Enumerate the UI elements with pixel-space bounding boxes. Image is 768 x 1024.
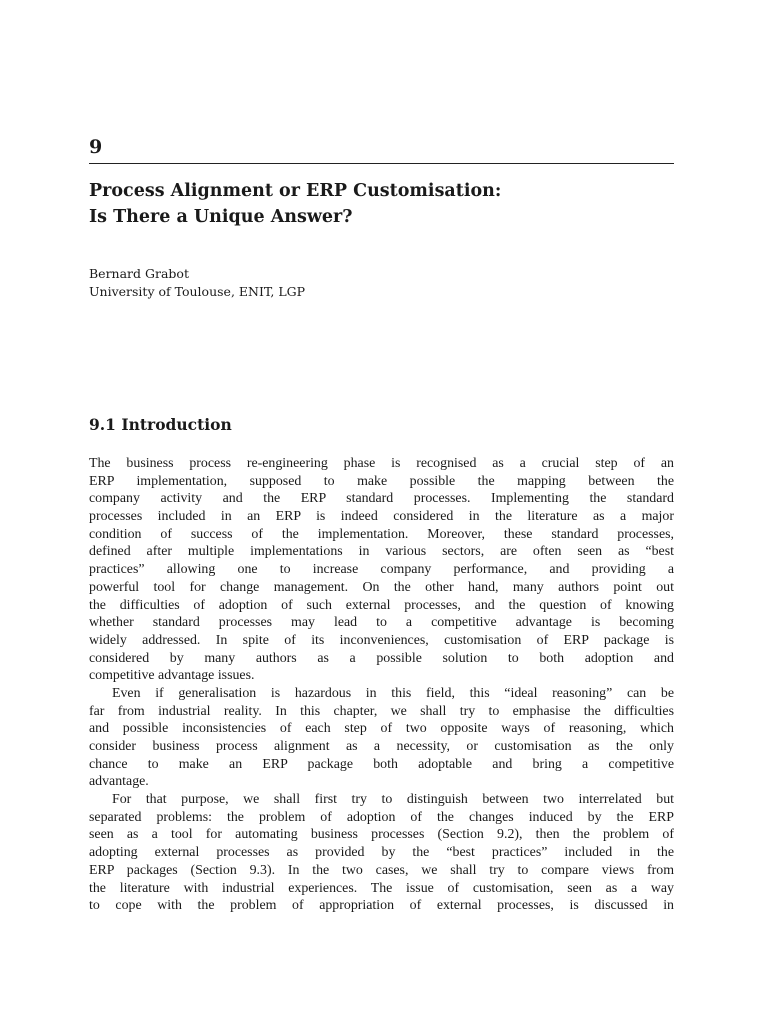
paragraph-line: defined after multiple implementations in various sectors, are often seen as “best <box>89 544 674 560</box>
section-heading: 9.1 Introduction <box>89 415 232 434</box>
chapter-title-line-2: Is There a Unique Answer? <box>89 207 353 227</box>
paragraph-line: far from industrial reality. In this chapter, we shall try to emphasise the difficulties <box>89 703 674 719</box>
body-text <box>89 455 674 915</box>
paragraph-line: processes included in an ERP is indeed considered in the literature as a major <box>89 509 674 525</box>
paragraph-line: considered by many authors as a possible solution to both adoption and <box>89 650 674 666</box>
paragraph-line: condition of success of the implementation. Moreover, these standard processes, <box>89 526 674 542</box>
paragraph-line: the literature with industrial experiences. The issue of customisation, seen as a way <box>89 880 674 896</box>
paragraph-line: ERP packages (Section 9.3). In the two cases, we shall try to compare views from <box>89 862 674 878</box>
paragraph-line: The business process re-engineering phase is recognised as a crucial step of an <box>89 456 674 471</box>
paragraph <box>89 455 674 685</box>
paragraph-line: and possible inconsistencies of each step of two opposite ways of reasoning, which <box>89 721 674 737</box>
chapter-rule <box>89 163 674 164</box>
author-name: Bernard Grabot <box>89 266 189 281</box>
paragraph-line: For that purpose, we shall first try to distinguish between two interrelated but <box>112 792 674 808</box>
author-affiliation: University of Toulouse, ENIT, LGP <box>89 284 306 299</box>
paragraph-line: to cope with the problem of appropriation of external processes, is discussed in <box>89 898 674 914</box>
paragraph-line: consider business process alignment as a necessity, or customisation as the only <box>89 739 674 754</box>
book-page <box>89 0 674 1024</box>
paragraph-line: powerful tool for change management. On the other hand, many authors point out <box>89 579 674 595</box>
paragraph <box>89 791 674 915</box>
paragraph-line: ERP implementation, supposed to make possible the mapping between the <box>89 473 674 489</box>
paragraph-line: seen as a tool for automating business processes (Section 9.2), then the problem of <box>89 827 674 843</box>
chapter-title <box>89 178 674 230</box>
chapter-title-line-1: Process Alignment or ERP Customisation: <box>89 181 502 201</box>
paragraph-line: adopting external processes as provided by the “best practices” included in the <box>89 845 674 861</box>
paragraph-line: practices” allowing one to increase company performance, and providing a <box>89 562 674 578</box>
chapter-number: 9 <box>89 136 103 158</box>
paragraph <box>89 685 674 791</box>
paragraph-line: Even if generalisation is hazardous in this field, this “ideal reasoning” can be <box>112 685 674 701</box>
paragraph-line: separated problems: the problem of adoption of the changes induced by the ERP <box>89 809 674 825</box>
paragraph-line: widely addressed. In spite of its inconveniences, customisation of ERP package is <box>89 632 674 648</box>
paragraph-line: the difficulties of adoption of such external processes, and the question of knowing <box>89 597 674 613</box>
paragraph-line: advantage. <box>89 774 149 790</box>
paragraph-line: whether standard processes may lead to a competitive advantage is becoming <box>89 615 674 631</box>
paragraph-line: chance to make an ERP package both adoptable and bring a competitive <box>89 756 674 772</box>
paragraph-line: competitive advantage issues. <box>89 668 255 684</box>
author-block <box>89 265 305 301</box>
paragraph-line: company activity and the ERP standard processes. Implementing the standard <box>89 491 674 507</box>
